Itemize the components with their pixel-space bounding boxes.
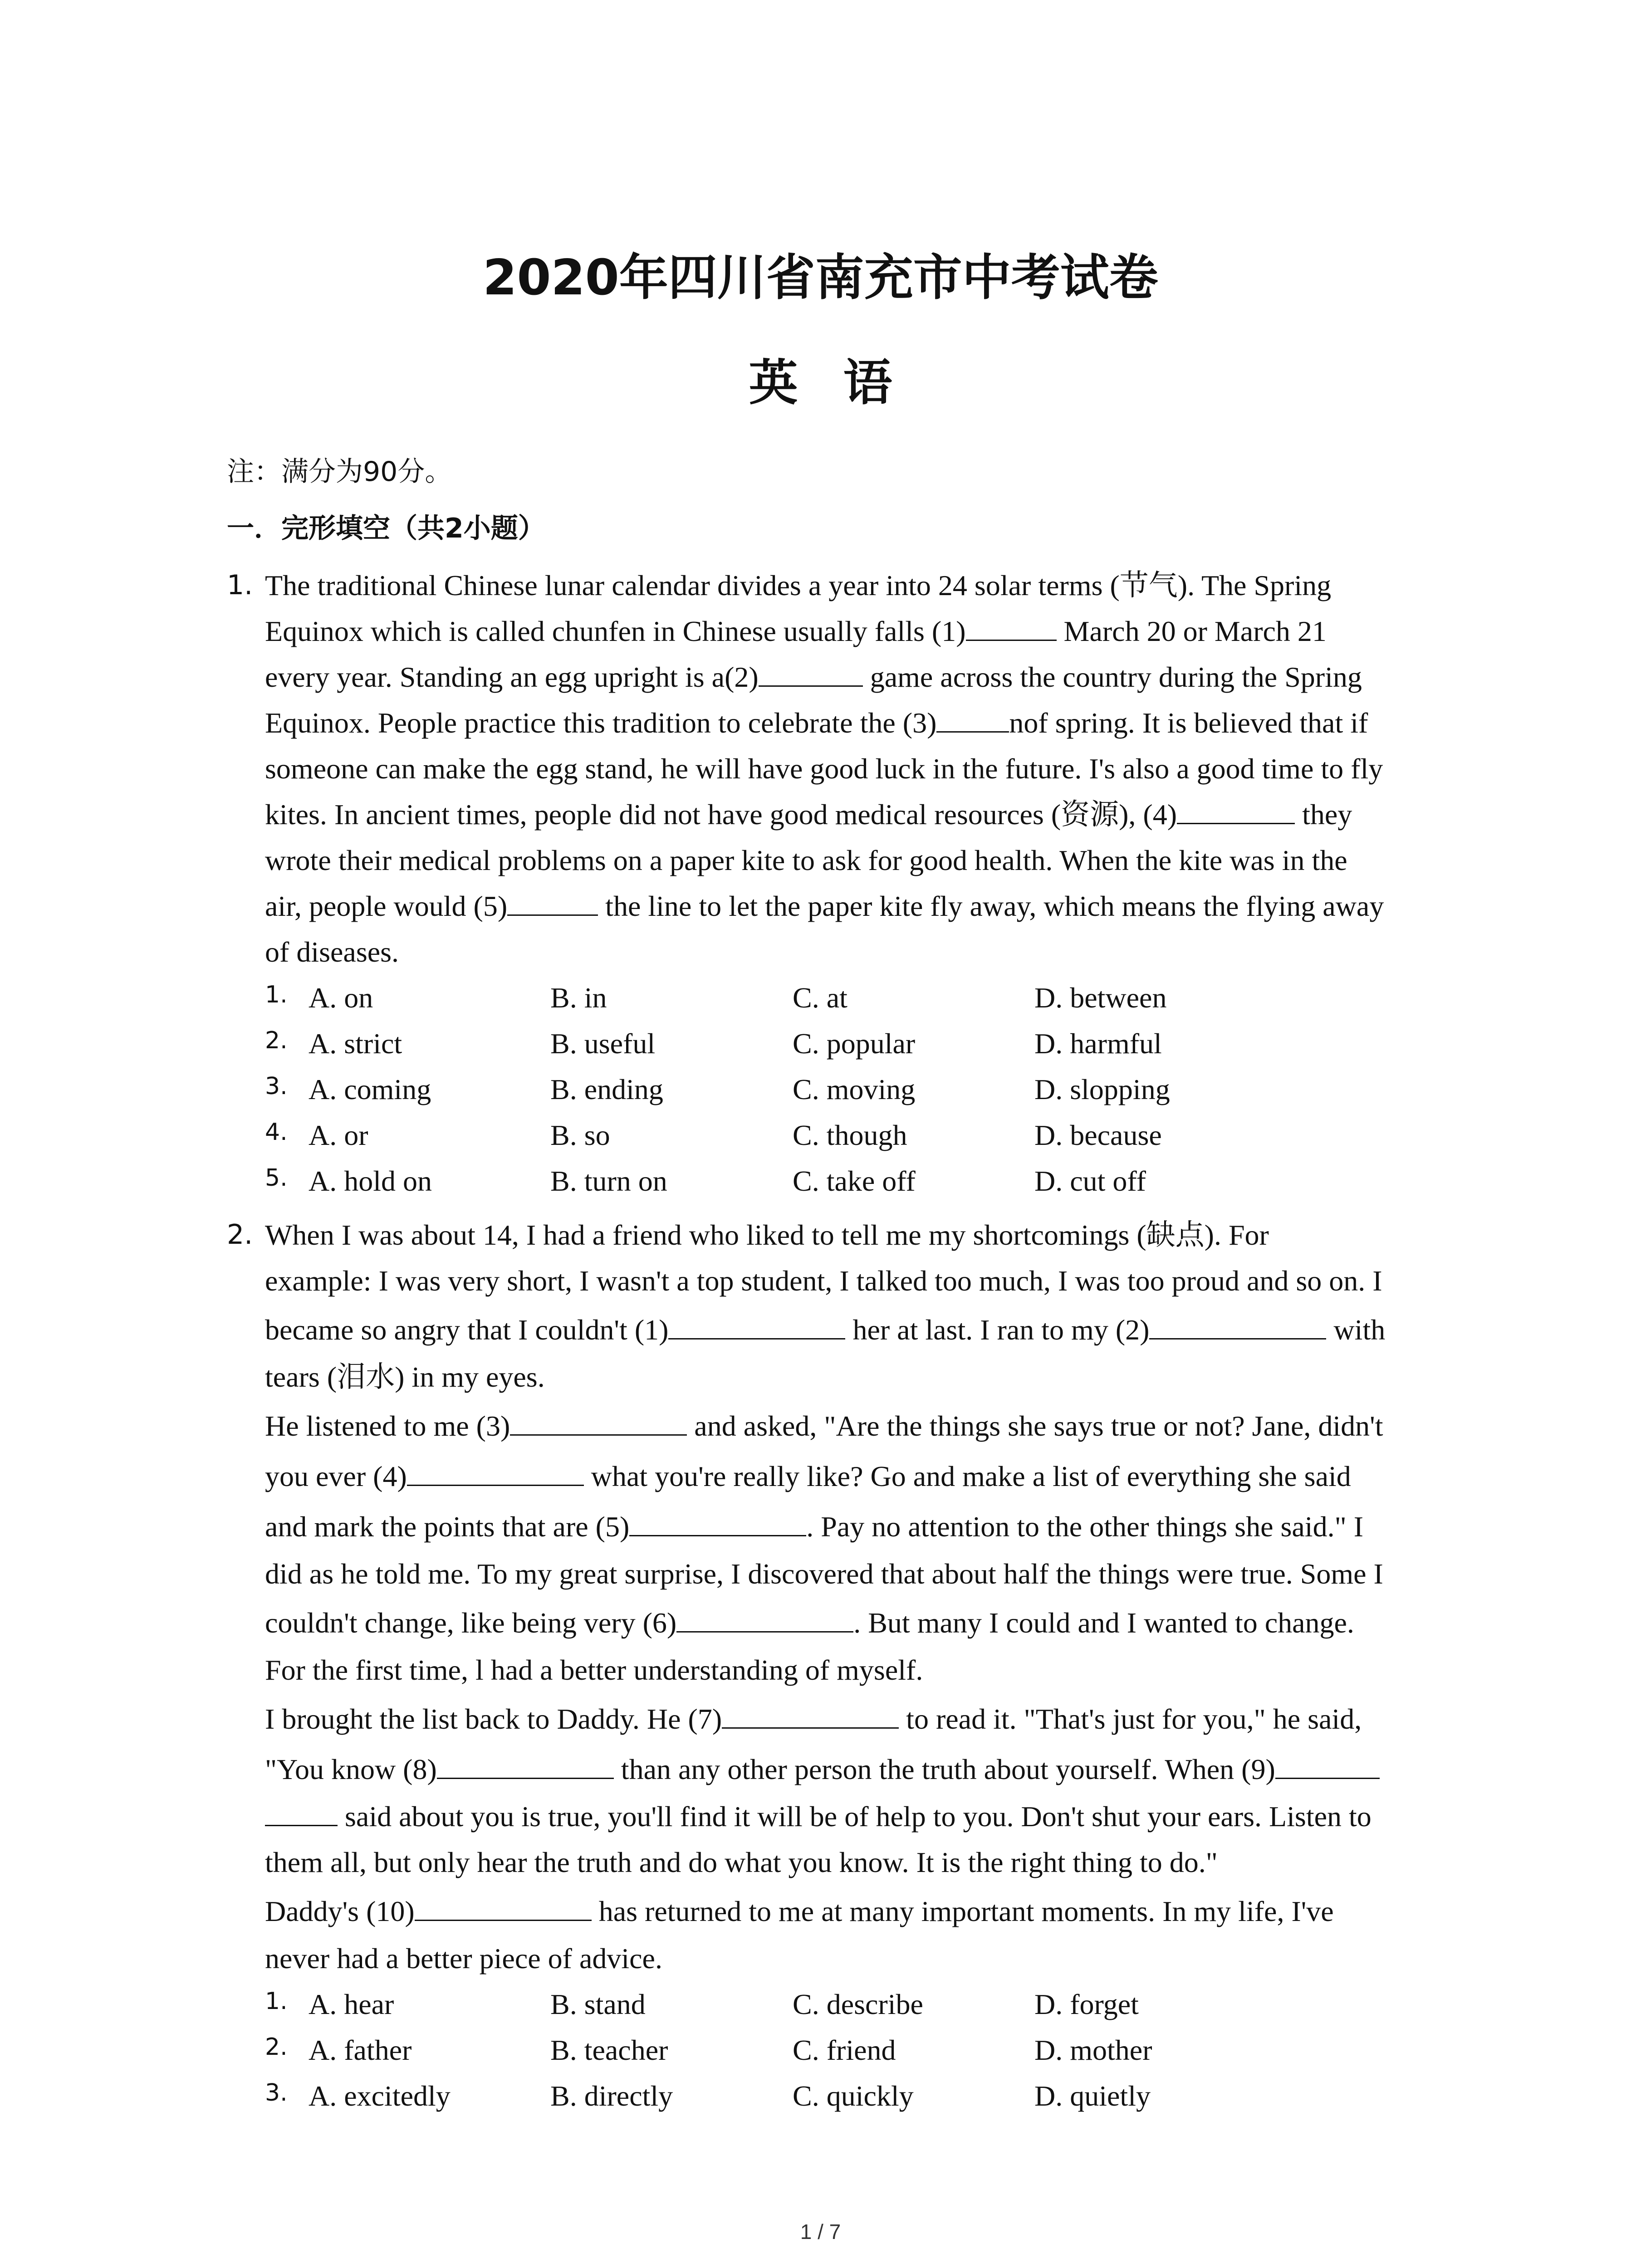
- answer-blank: [1149, 1309, 1326, 1339]
- option-row: [227, 1981, 1452, 2027]
- option-d[interactable]: D. quietly: [1034, 2080, 1151, 2112]
- option-b[interactable]: B. in: [550, 982, 607, 1014]
- option-d[interactable]: D. because: [1034, 1119, 1162, 1151]
- passage-line: For the first time, l had a better understanding of myself.: [265, 1654, 923, 1686]
- question-1: [227, 562, 1452, 1204]
- option-c[interactable]: C. describe: [793, 1988, 923, 2020]
- passage-line: couldn't change, like being very (6) . But many I could and I wanted to change.: [265, 1597, 1452, 1647]
- option-c[interactable]: C. quickly: [793, 2080, 914, 2112]
- answer-blank: [722, 1698, 899, 1729]
- option-d[interactable]: D. mother: [1034, 2034, 1152, 2066]
- passage-line: became so angry that I couldn't (1) her at last. I ran to my (2) with: [265, 1304, 1452, 1354]
- option-number: 4.: [265, 1119, 288, 1146]
- passage-line: When I was about 14, I had a friend who liked to tell me my shortcomings (缺点). For: [265, 1219, 1269, 1251]
- option-row: [227, 975, 1452, 1021]
- option-a[interactable]: A. father: [309, 2034, 412, 2066]
- answer-blank: [676, 1602, 853, 1633]
- passage-line: someone can make the egg stand, he will have good luck in the future. I's also a good time to fly: [265, 753, 1383, 785]
- answer-blank: [668, 1309, 845, 1339]
- answer-blank: [265, 1796, 338, 1826]
- answer-blank: [510, 1405, 687, 1436]
- passage-line: I brought the list back to Daddy. He (7) to read it. "That's just for you," he said,: [265, 1693, 1452, 1743]
- option-number: 5.: [265, 1164, 288, 1192]
- option-row: [227, 1021, 1452, 1066]
- question-passage: [265, 1212, 1452, 1981]
- option-row: [227, 1112, 1452, 1158]
- option-number: 2.: [265, 2033, 288, 2061]
- option-a[interactable]: A. hear: [309, 1988, 394, 2020]
- answer-blank: [966, 611, 1057, 641]
- option-c[interactable]: C. though: [793, 1119, 907, 1151]
- answer-blank: [1275, 1749, 1380, 1779]
- option-row: [227, 2073, 1452, 2119]
- option-row: [227, 1158, 1452, 1204]
- answer-blank: [437, 1749, 614, 1779]
- passage-line: Daddy's (10) has returned to me at many important moments. In my life, I've: [265, 1885, 1452, 1936]
- passage-line: and mark the points that are (5) . Pay no attention to the other things she said." I: [265, 1501, 1452, 1551]
- question-number: 1.: [227, 569, 253, 601]
- option-d[interactable]: D. slopping: [1034, 1073, 1170, 1105]
- option-b[interactable]: B. ending: [550, 1073, 663, 1105]
- question-passage: [265, 562, 1452, 975]
- section-heading-cloze: 一．完形填空（共2小题）: [227, 513, 545, 544]
- passage-line: said about you is true, you'll find it will be of help to you. Don't shut your ears. Listen to: [265, 1794, 1452, 1839]
- option-c[interactable]: C. take off: [793, 1165, 916, 1197]
- option-c[interactable]: C. moving: [793, 1073, 916, 1105]
- option-number: 2.: [265, 1027, 288, 1054]
- passage-line: never had a better piece of advice.: [265, 1942, 662, 1975]
- passage-line: wrote their medical problems on a paper kite to ask for good health. When the kite was in the: [265, 844, 1347, 876]
- passage-line: kites. In ancient times, people did not have good medical resources (资源), (4) they: [265, 792, 1452, 837]
- option-row: [227, 2027, 1452, 2073]
- passage-line: tears (泪水) in my eyes.: [265, 1361, 545, 1393]
- answer-blank: [415, 1891, 592, 1921]
- option-number: 3.: [265, 1073, 288, 1100]
- passage-line: you ever (4) what you're really like? Go and make a list of everything she said: [265, 1450, 1452, 1501]
- option-d[interactable]: D. cut off: [1034, 1165, 1146, 1197]
- question-number: 2.: [227, 1219, 253, 1251]
- passage-line: of diseases.: [265, 936, 399, 968]
- answer-blank: [759, 656, 863, 687]
- passage-line: air, people would (5) the line to let the paper kite fly away, which means the flying away: [265, 883, 1452, 929]
- option-c[interactable]: C. friend: [793, 2034, 896, 2066]
- passage-line: Equinox which is called chunfen in Chinese usually falls (1) March 20 or March 21: [265, 608, 1452, 654]
- option-a[interactable]: A. excitedly: [309, 2080, 451, 2112]
- option-number: 1.: [265, 981, 288, 1008]
- answer-blank: [1177, 794, 1295, 824]
- answer-blank: [407, 1456, 584, 1486]
- subject-title: 英语: [749, 355, 938, 411]
- option-a[interactable]: A. on: [309, 982, 373, 1014]
- option-d[interactable]: D. between: [1034, 982, 1167, 1014]
- passage-line: The traditional Chinese lunar calendar divides a year into 24 solar terms (节气). The Spring: [265, 569, 1332, 601]
- option-b[interactable]: B. turn on: [550, 1165, 667, 1197]
- options-list: [227, 1981, 1452, 2119]
- option-b[interactable]: B. so: [550, 1119, 610, 1151]
- passage-line: "You know (8) than any other person the truth about yourself. When (9): [265, 1743, 1452, 1794]
- question-2: [227, 1212, 1452, 2119]
- passage-line: every year. Standing an egg upright is a(2) game across the country during the Spring: [265, 654, 1452, 700]
- answer-blank: [507, 885, 598, 916]
- answer-blank: [936, 702, 1009, 733]
- option-c[interactable]: C. at: [793, 982, 847, 1014]
- option-d[interactable]: D. harmful: [1034, 1027, 1162, 1060]
- option-d[interactable]: D. forget: [1034, 1988, 1139, 2020]
- passage-line: example: I was very short, I wasn't a top student, I talked too much, I was too proud and so on. I: [265, 1265, 1382, 1297]
- option-b[interactable]: B. directly: [550, 2080, 673, 2112]
- passage-line: Equinox. People practice this tradition to celebrate the (3) nof spring. It is believed that if: [265, 700, 1452, 746]
- option-b[interactable]: B. stand: [550, 1988, 646, 2020]
- option-a[interactable]: A. hold on: [309, 1165, 432, 1197]
- passage-line: them all, but only hear the truth and do what you know. It is the right thing to do.": [265, 1846, 1218, 1878]
- page-indicator: 1 / 7: [800, 2220, 841, 2244]
- score-note: 注：满分为90分。: [227, 456, 452, 488]
- option-b[interactable]: B. useful: [550, 1027, 656, 1060]
- option-a[interactable]: A. strict: [309, 1027, 402, 1060]
- option-number: 1.: [265, 1988, 288, 2015]
- passage-line: He listened to me (3) and asked, "Are the things she says true or not? Jane, didn't: [265, 1400, 1452, 1450]
- options-list: [227, 975, 1452, 1204]
- exam-title: 2020年四川省南充市中考试卷: [483, 249, 1158, 306]
- option-a[interactable]: A. or: [309, 1119, 368, 1151]
- option-row: [227, 1066, 1452, 1112]
- option-a[interactable]: A. coming: [309, 1073, 431, 1105]
- option-number: 3.: [265, 2079, 288, 2107]
- option-c[interactable]: C. popular: [793, 1027, 916, 1060]
- passage-line: did as he told me. To my great surprise, I discovered that about half the things were true. Some I: [265, 1558, 1383, 1590]
- option-b[interactable]: B. teacher: [550, 2034, 668, 2066]
- answer-blank: [629, 1506, 806, 1536]
